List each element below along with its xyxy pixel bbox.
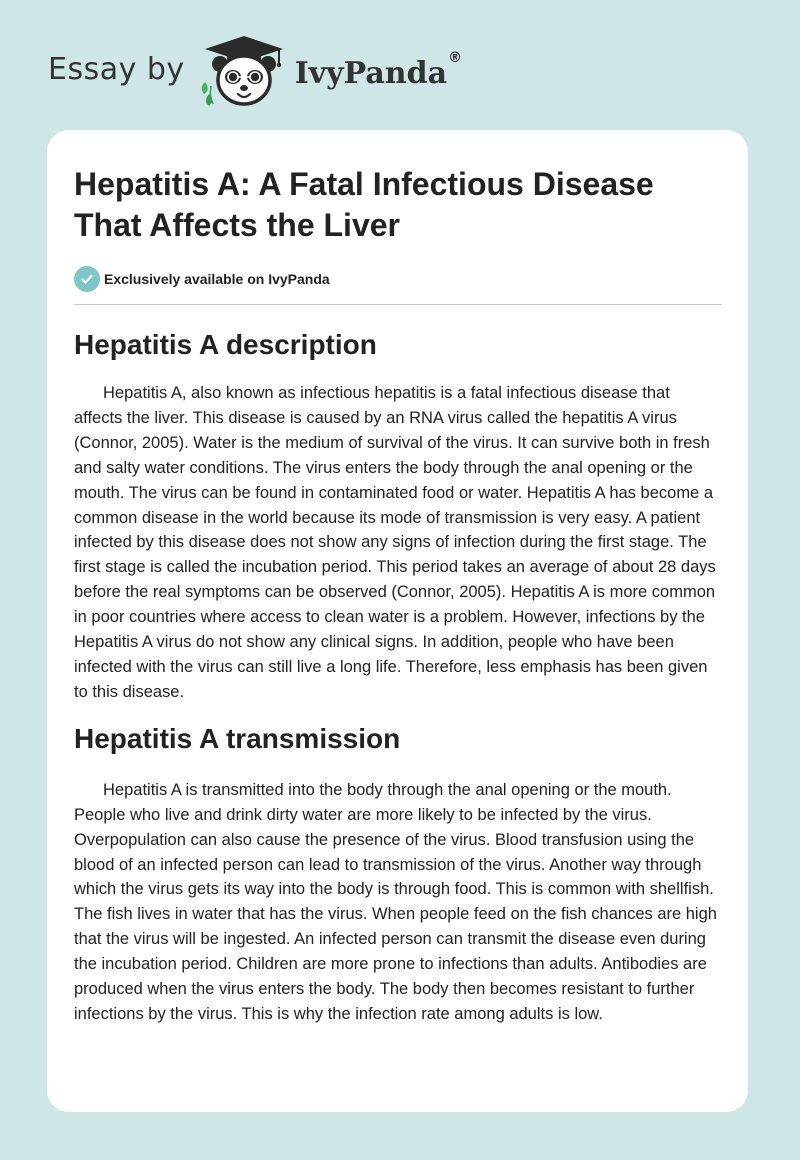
- essay-card: [47, 130, 748, 1112]
- panda-graduate-icon: [199, 34, 289, 110]
- section-transmission: [74, 723, 722, 1027]
- section-description: [74, 329, 722, 705]
- section-heading: Hepatitis A description: [74, 329, 377, 360]
- title-divider: [74, 304, 722, 305]
- exclusive-badge: [74, 266, 722, 292]
- section-paragraph: Hepatitis A is transmitted into the body through the anal opening or the mouth. People who live and drink dirty water are more likely to be infected by the virus. Overpopulation can also cause the presence of the virus. Blood transfusion using the blood of an infected person can lead to transmission of the virus. Another way through which the virus gets its way into the body is through food. This is common with shellfish. The fish lives in water that has the virus. When people feed on the fish chances are high that the virus will be ingested. An infected person can transmit the disease even during the incubation period. Children are more prone to infections than adults. Antibodies are produced when the virus enters the body. The body then becomes resistant to further infections by the virus. This is why the infection rate among adults is low.: [74, 780, 717, 1023]
- check-circle-icon: [74, 266, 100, 292]
- site-header: [48, 34, 462, 110]
- section-heading: Hepatitis A transmission: [74, 722, 401, 754]
- exclusive-label: Exclusively available on IvyPanda: [104, 271, 330, 287]
- brand-prefix: Essay by: [48, 52, 185, 87]
- brand-name: IvyPanda: [294, 56, 448, 91]
- registered-mark: ®: [448, 50, 463, 66]
- section-paragraph: Hepatitis A, also known as infectious hepatitis is a fatal infectious disease that affects the liver. This disease is caused by an RNA virus called the hepatitis A virus (Connor, 2005). Water is the medium of survival of the virus. It can survive both in fresh and salty water conditions. The virus enters the body through the anal opening or the mouth. The virus can be found in contaminated food or water. Hepatitis A has become a common disease in the world because its mode of transmission is very easy. A patient infected by this disease does not show any signs of infection during the first stage. The first stage is called the incubation period. This period takes an average of about 28 days before the real symptoms can be observed (Connor, 2005). Hepatitis A is more common in poor countries where access to clean water is a problem. However, infections by the Hepatitis A virus do not show any clinical signs. In addition, people who have been infected with the virus can still live a long life. Therefore, less emphasis has been given to this disease.: [74, 384, 716, 701]
- essay-title: Hepatitis A: A Fatal Infectious Disease That Affects the Liver: [74, 166, 654, 243]
